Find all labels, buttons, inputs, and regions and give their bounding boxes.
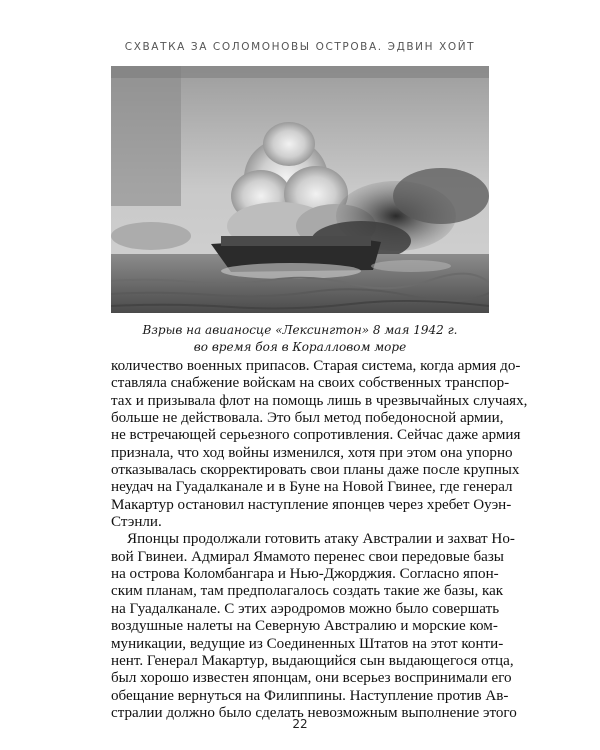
text-line: ским планам, там предполагалось создать такие же базы, как xyxy=(111,583,504,600)
text-line: нент. Генерал Макартур, выдающийся сын выдающегося отца, xyxy=(111,652,514,669)
text-line: воздушные налеты на Северную Австралию и морские ком- xyxy=(111,618,498,635)
caption-line-2: во время боя в Коралловом море xyxy=(193,340,407,354)
text-line: тах и призывала флот на помощь лишь в чрезвычайных случаях, xyxy=(111,392,528,409)
text-line: неудач на Гуадалканале и в Буне на Новой Гвинее, где генерал xyxy=(111,479,513,496)
text-line: на Гуадалканале. С этих аэродромов можно было совершать xyxy=(111,600,500,617)
text-line: обещание вернуться на Филиппины. Наступление против Ав- xyxy=(111,687,509,704)
caption-line-1: Взрыв на авианосце «Лексингтон» 8 мая 1942 г. xyxy=(142,323,458,337)
text-line: Стэнли. xyxy=(111,514,162,531)
page-number: 22 xyxy=(292,717,308,731)
text-line: на острова Коломбангара и Нью-Джорджия. Согласно япон- xyxy=(111,566,499,583)
text-line: больше не действовала. Это был метод победоносной армии, xyxy=(111,410,504,427)
photo-caption xyxy=(0,322,600,356)
text-line: признала, что ход войны изменился, хотя при этом она упорно xyxy=(111,444,513,461)
running-head: СХВАТКА ЗА СОЛОМОНОВЫ ОСТРОВА. ЭДВИН ХОЙТ xyxy=(124,41,476,53)
text-line: был хорошо известен японцам, они всерьез воспринимали его xyxy=(111,670,512,687)
body-text xyxy=(111,358,528,722)
text-line: ставляла снабжение войскам на своих собственных транспор- xyxy=(111,375,510,392)
text-line: стралии должно было сделать невозможным выполнение этого xyxy=(111,704,517,721)
text-line: отказывалась скорректировать свои планы даже после крупных xyxy=(111,462,520,479)
photo-explosion-lexington xyxy=(111,66,489,313)
text-line: Макартур остановил наступление японцев через хребет Оуэн- xyxy=(111,496,512,513)
text-line: не встречающей серьезного сопротивления. Сейчас даже армия xyxy=(111,427,521,444)
text-line: Японцы продолжали готовить атаку Австралии и захват Но- xyxy=(127,531,515,548)
text-line: вой Гвинеи. Адмирал Ямамото перенес свои передовые базы xyxy=(111,548,504,565)
text-line: количество военных припасов. Старая система, когда армия до- xyxy=(111,358,521,374)
text-line: муникации, ведущие из Соединенных Штатов на этот конти- xyxy=(111,635,504,652)
